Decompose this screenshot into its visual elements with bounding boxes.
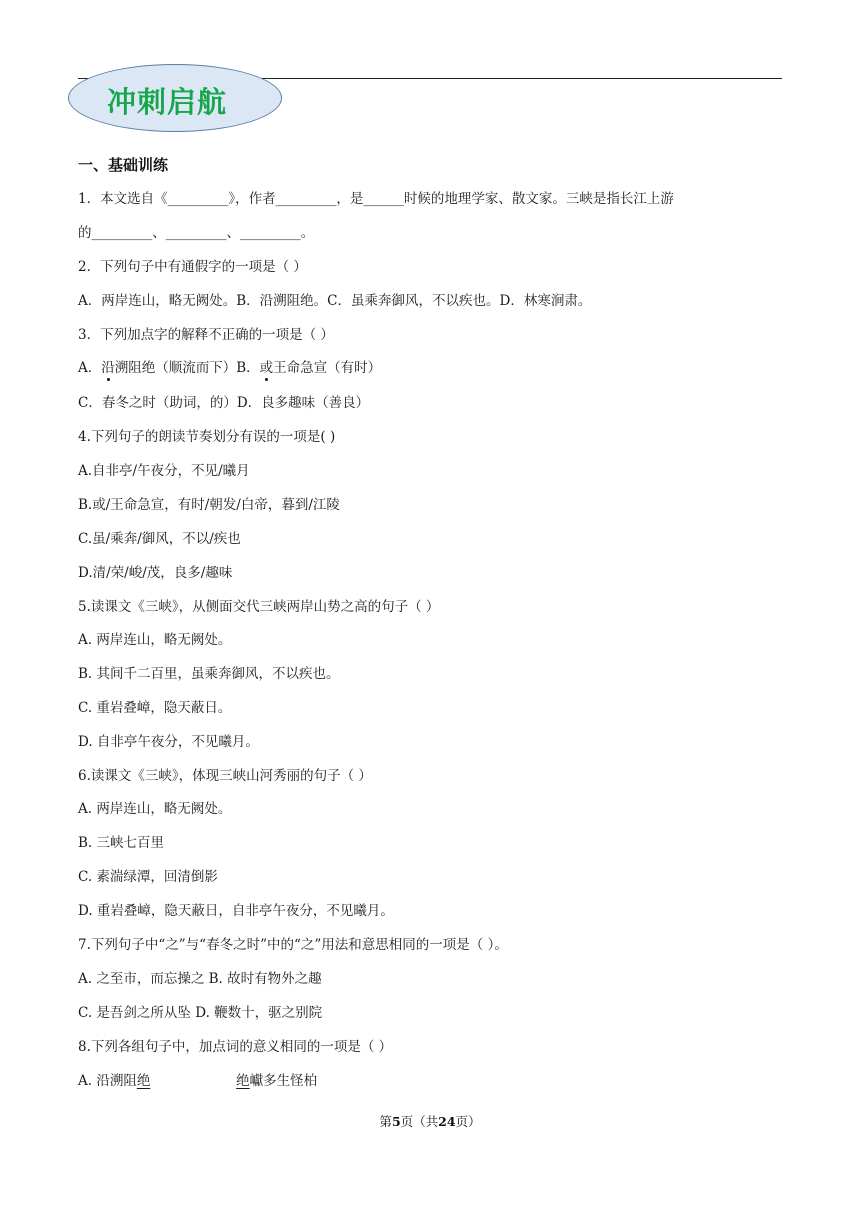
banner-title: 冲刺启航 bbox=[107, 85, 228, 119]
question-1-line-2: 的_________、_________、_________。 bbox=[78, 225, 315, 241]
page-number: 5 bbox=[391, 1114, 401, 1129]
question-7: 7.下列句子中“之”与“春冬之时”中的“之”用法和意思相同的一项是（ ）。 bbox=[78, 937, 508, 953]
total-pages: 24 bbox=[438, 1114, 456, 1129]
option-text: 王命急宣（有时） bbox=[273, 360, 382, 376]
question-2: 2．下列句子中有通假字的一项是（ ） bbox=[78, 259, 307, 275]
question-2-options: A．两岸连山，略无阙处。B．沿溯阻绝。C．虽乘奔御风，不以疾也。D．林寒涧肃。 bbox=[78, 293, 592, 309]
section-title: 一、基础训练 bbox=[78, 156, 169, 174]
question-6: 6.读课文《三峡》，体现三峡山河秀丽的句子（ ） bbox=[78, 768, 372, 784]
option-gap bbox=[150, 1073, 236, 1089]
page-footer bbox=[0, 1112, 860, 1130]
question-5-option-a: A. 两岸连山，略无阙处。 bbox=[78, 632, 232, 648]
footer-suffix: 页） bbox=[455, 1114, 481, 1129]
option-text: 巘多生怪柏 bbox=[249, 1073, 318, 1089]
question-7-options-cd: C. 是吾剑之所从坠 D. 鞭数十，驱之别院 bbox=[78, 1005, 323, 1021]
dotted-char: 或 bbox=[259, 360, 274, 376]
question-4-option-c: C.虽/乘奔/御风，不以/疾也 bbox=[78, 531, 241, 547]
question-4-option-d: D.清/荣/峻/茂，良多/趣味 bbox=[78, 565, 233, 581]
option-text: 溯阻绝（顺流而下）B． bbox=[114, 360, 260, 376]
question-4-option-a: A.自非亭/午夜分，不见/曦月 bbox=[78, 463, 250, 479]
question-1-line-1: 1．本文选自《_________》，作者_________，是______时候的地理学家、散文家。三峡是指长江上游 bbox=[78, 191, 674, 207]
question-5-option-b: B. 其间千二百里，虽乘奔御风，不以疾也。 bbox=[78, 666, 340, 682]
question-3-options-cd: C．春冬之时（助词，的）D．良多趣味（善良） bbox=[78, 395, 370, 411]
question-4-option-b: B.或/王命急宣，有时/朝发/白帝，暮到/江陵 bbox=[78, 497, 340, 513]
question-3-options-ab bbox=[78, 356, 381, 376]
question-5-option-d: D. 自非亭午夜分，不见曦月。 bbox=[78, 734, 259, 750]
question-6-option-b: B. 三峡七百里 bbox=[78, 835, 165, 851]
underlined-char: 绝 bbox=[236, 1073, 250, 1089]
option-text: A． bbox=[78, 360, 102, 376]
question-5: 5.读课文《三峡》，从侧面交代三峡两岸山势之高的句子（ ） bbox=[78, 599, 440, 615]
question-3: 3．下列加点字的解释不正确的一项是（ ） bbox=[78, 327, 334, 343]
question-8-option-a bbox=[78, 1069, 317, 1089]
footer-prefix: 第 bbox=[379, 1114, 392, 1129]
question-6-option-a: A. 两岸连山，略无阙处。 bbox=[78, 801, 232, 817]
dotted-char: 沿 bbox=[101, 360, 115, 376]
question-4: 4.下列句子的朗读节奏划分有误的一项是( ) bbox=[78, 429, 336, 445]
question-5-option-c: C. 重岩叠嶂，隐天蔽日。 bbox=[78, 700, 232, 716]
question-8: 8.下列各组句子中，加点词的意义相同的一项是（ ） bbox=[78, 1039, 393, 1055]
footer-mid: 页（共 bbox=[400, 1114, 439, 1129]
question-6-option-d: D. 重岩叠嶂，隐天蔽日，自非亭午夜分，不见曦月。 bbox=[78, 903, 394, 919]
question-6-option-c: C. 素湍绿潭，回清倒影 bbox=[78, 869, 218, 885]
option-text: A. 沿溯阻 bbox=[78, 1073, 137, 1089]
question-7-options-ab: A. 之至市，而忘操之 B. 故时有物外之趣 bbox=[78, 971, 322, 987]
underlined-char: 绝 bbox=[136, 1073, 151, 1089]
